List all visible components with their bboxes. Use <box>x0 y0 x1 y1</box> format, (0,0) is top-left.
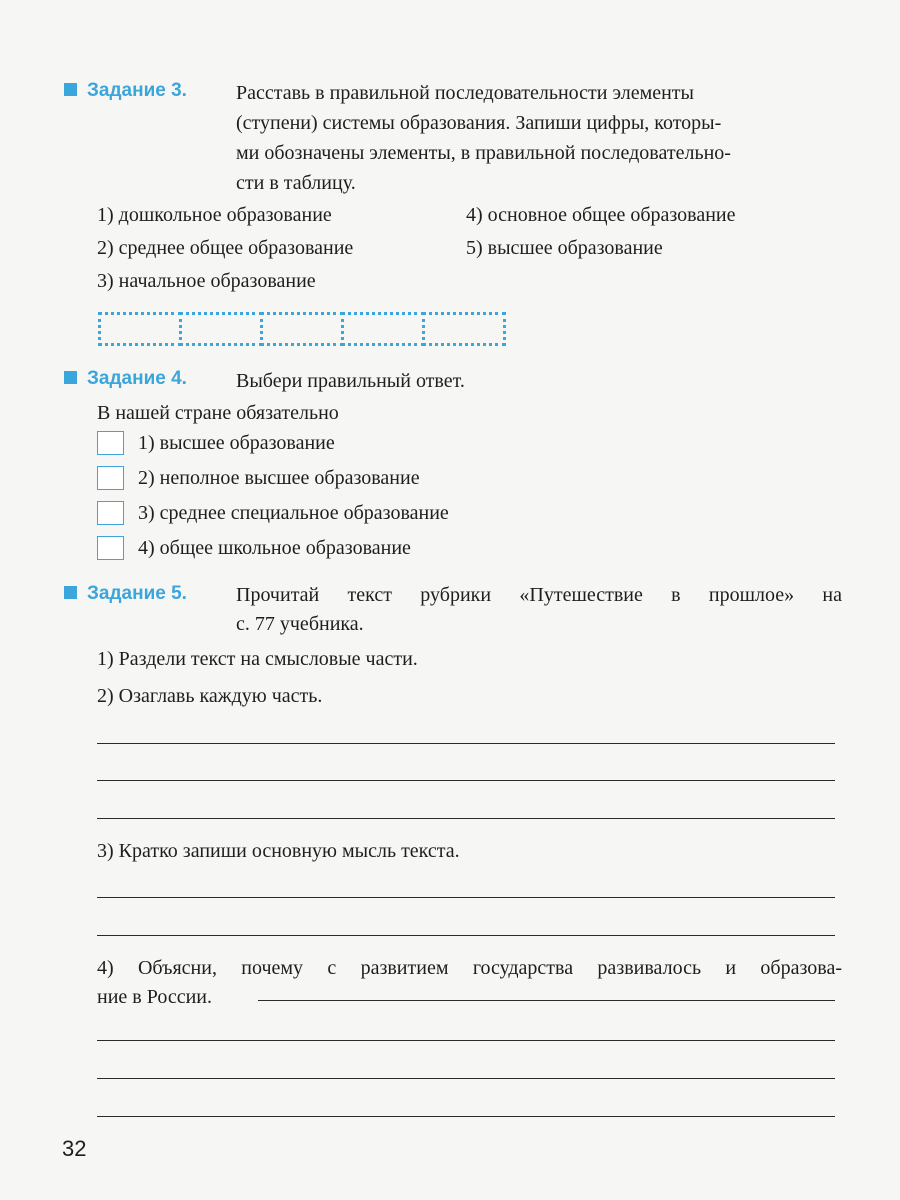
answer-line[interactable] <box>97 1040 835 1041</box>
answer-cell[interactable] <box>260 312 344 346</box>
answer-cell[interactable] <box>341 312 425 346</box>
task-5-header <box>64 583 187 605</box>
task-3-line-4: сти в таблицу. <box>236 172 356 194</box>
task-5-question-1: 1) Раздели текст на смысловые части. <box>97 648 418 670</box>
task-3-option-1: 1) дошкольное образование <box>97 204 332 226</box>
task-5-line-2: с. 77 учебника. <box>236 613 364 635</box>
option-1-checkbox[interactable] <box>97 431 124 455</box>
task-4-instruction: Выбери правильный ответ. <box>236 370 465 392</box>
task-3-line-1: Расставь в правильной последовательности элементы <box>236 82 694 104</box>
page-number: 32 <box>62 1136 87 1161</box>
answer-line[interactable] <box>97 780 835 781</box>
task-marker-icon <box>64 371 77 384</box>
task-3-option-3: 3) начальное образование <box>97 270 316 292</box>
task-4-option-3: 3) среднее специальное образование <box>138 502 449 524</box>
answer-line[interactable] <box>97 743 835 744</box>
task-3-label: Задание 3. <box>87 80 187 101</box>
task-4-stem: В нашей стране обязательно <box>97 402 339 424</box>
task-3-header <box>64 80 187 102</box>
task-4-option-1: 1) высшее образование <box>138 432 335 454</box>
task-3-option-5: 5) высшее образование <box>466 237 663 259</box>
task-5-question-3: 3) Кратко запиши основную мысль текста. <box>97 840 460 862</box>
task-5-label: Задание 5. <box>87 583 187 604</box>
task-4-label: Задание 4. <box>87 368 187 389</box>
option-3-checkbox[interactable] <box>97 501 124 525</box>
answer-cell[interactable] <box>179 312 263 346</box>
task-5-question-4-line-1: 4) Объясни, почему с развитием государства развивалось и образова- <box>97 957 842 979</box>
answer-line[interactable] <box>97 818 835 819</box>
answer-line[interactable] <box>97 897 835 898</box>
task-3-option-4: 4) основное общее образование <box>466 204 736 226</box>
task-5-question-2: 2) Озаглавь каждую часть. <box>97 685 323 707</box>
answer-line[interactable] <box>97 1116 835 1117</box>
answer-table <box>98 312 503 346</box>
answer-line[interactable] <box>97 1078 835 1079</box>
task-marker-icon <box>64 586 77 599</box>
task-3-line-2: (ступени) системы образования. Запиши цифры, которы- <box>236 112 722 134</box>
answer-line[interactable] <box>258 1000 835 1001</box>
task-5-line-1: Прочитай текст рубрики «Путешествие в прошлое» на <box>236 584 842 606</box>
option-2-checkbox[interactable] <box>97 466 124 490</box>
option-4-checkbox[interactable] <box>97 536 124 560</box>
answer-cell[interactable] <box>422 312 506 346</box>
task-3-option-2: 2) среднее общее образование <box>97 237 354 259</box>
task-4-header <box>64 368 187 390</box>
task-4-option-4: 4) общее школьное образование <box>138 537 411 559</box>
task-5-question-4-line-2: ние в России. <box>97 986 213 1008</box>
answer-cell[interactable] <box>98 312 182 346</box>
answer-line[interactable] <box>97 935 835 936</box>
task-marker-icon <box>64 83 77 96</box>
task-3-line-3: ми обозначены элементы, в правильной последовательно- <box>236 142 731 164</box>
task-4-option-2: 2) неполное высшее образование <box>138 467 420 489</box>
